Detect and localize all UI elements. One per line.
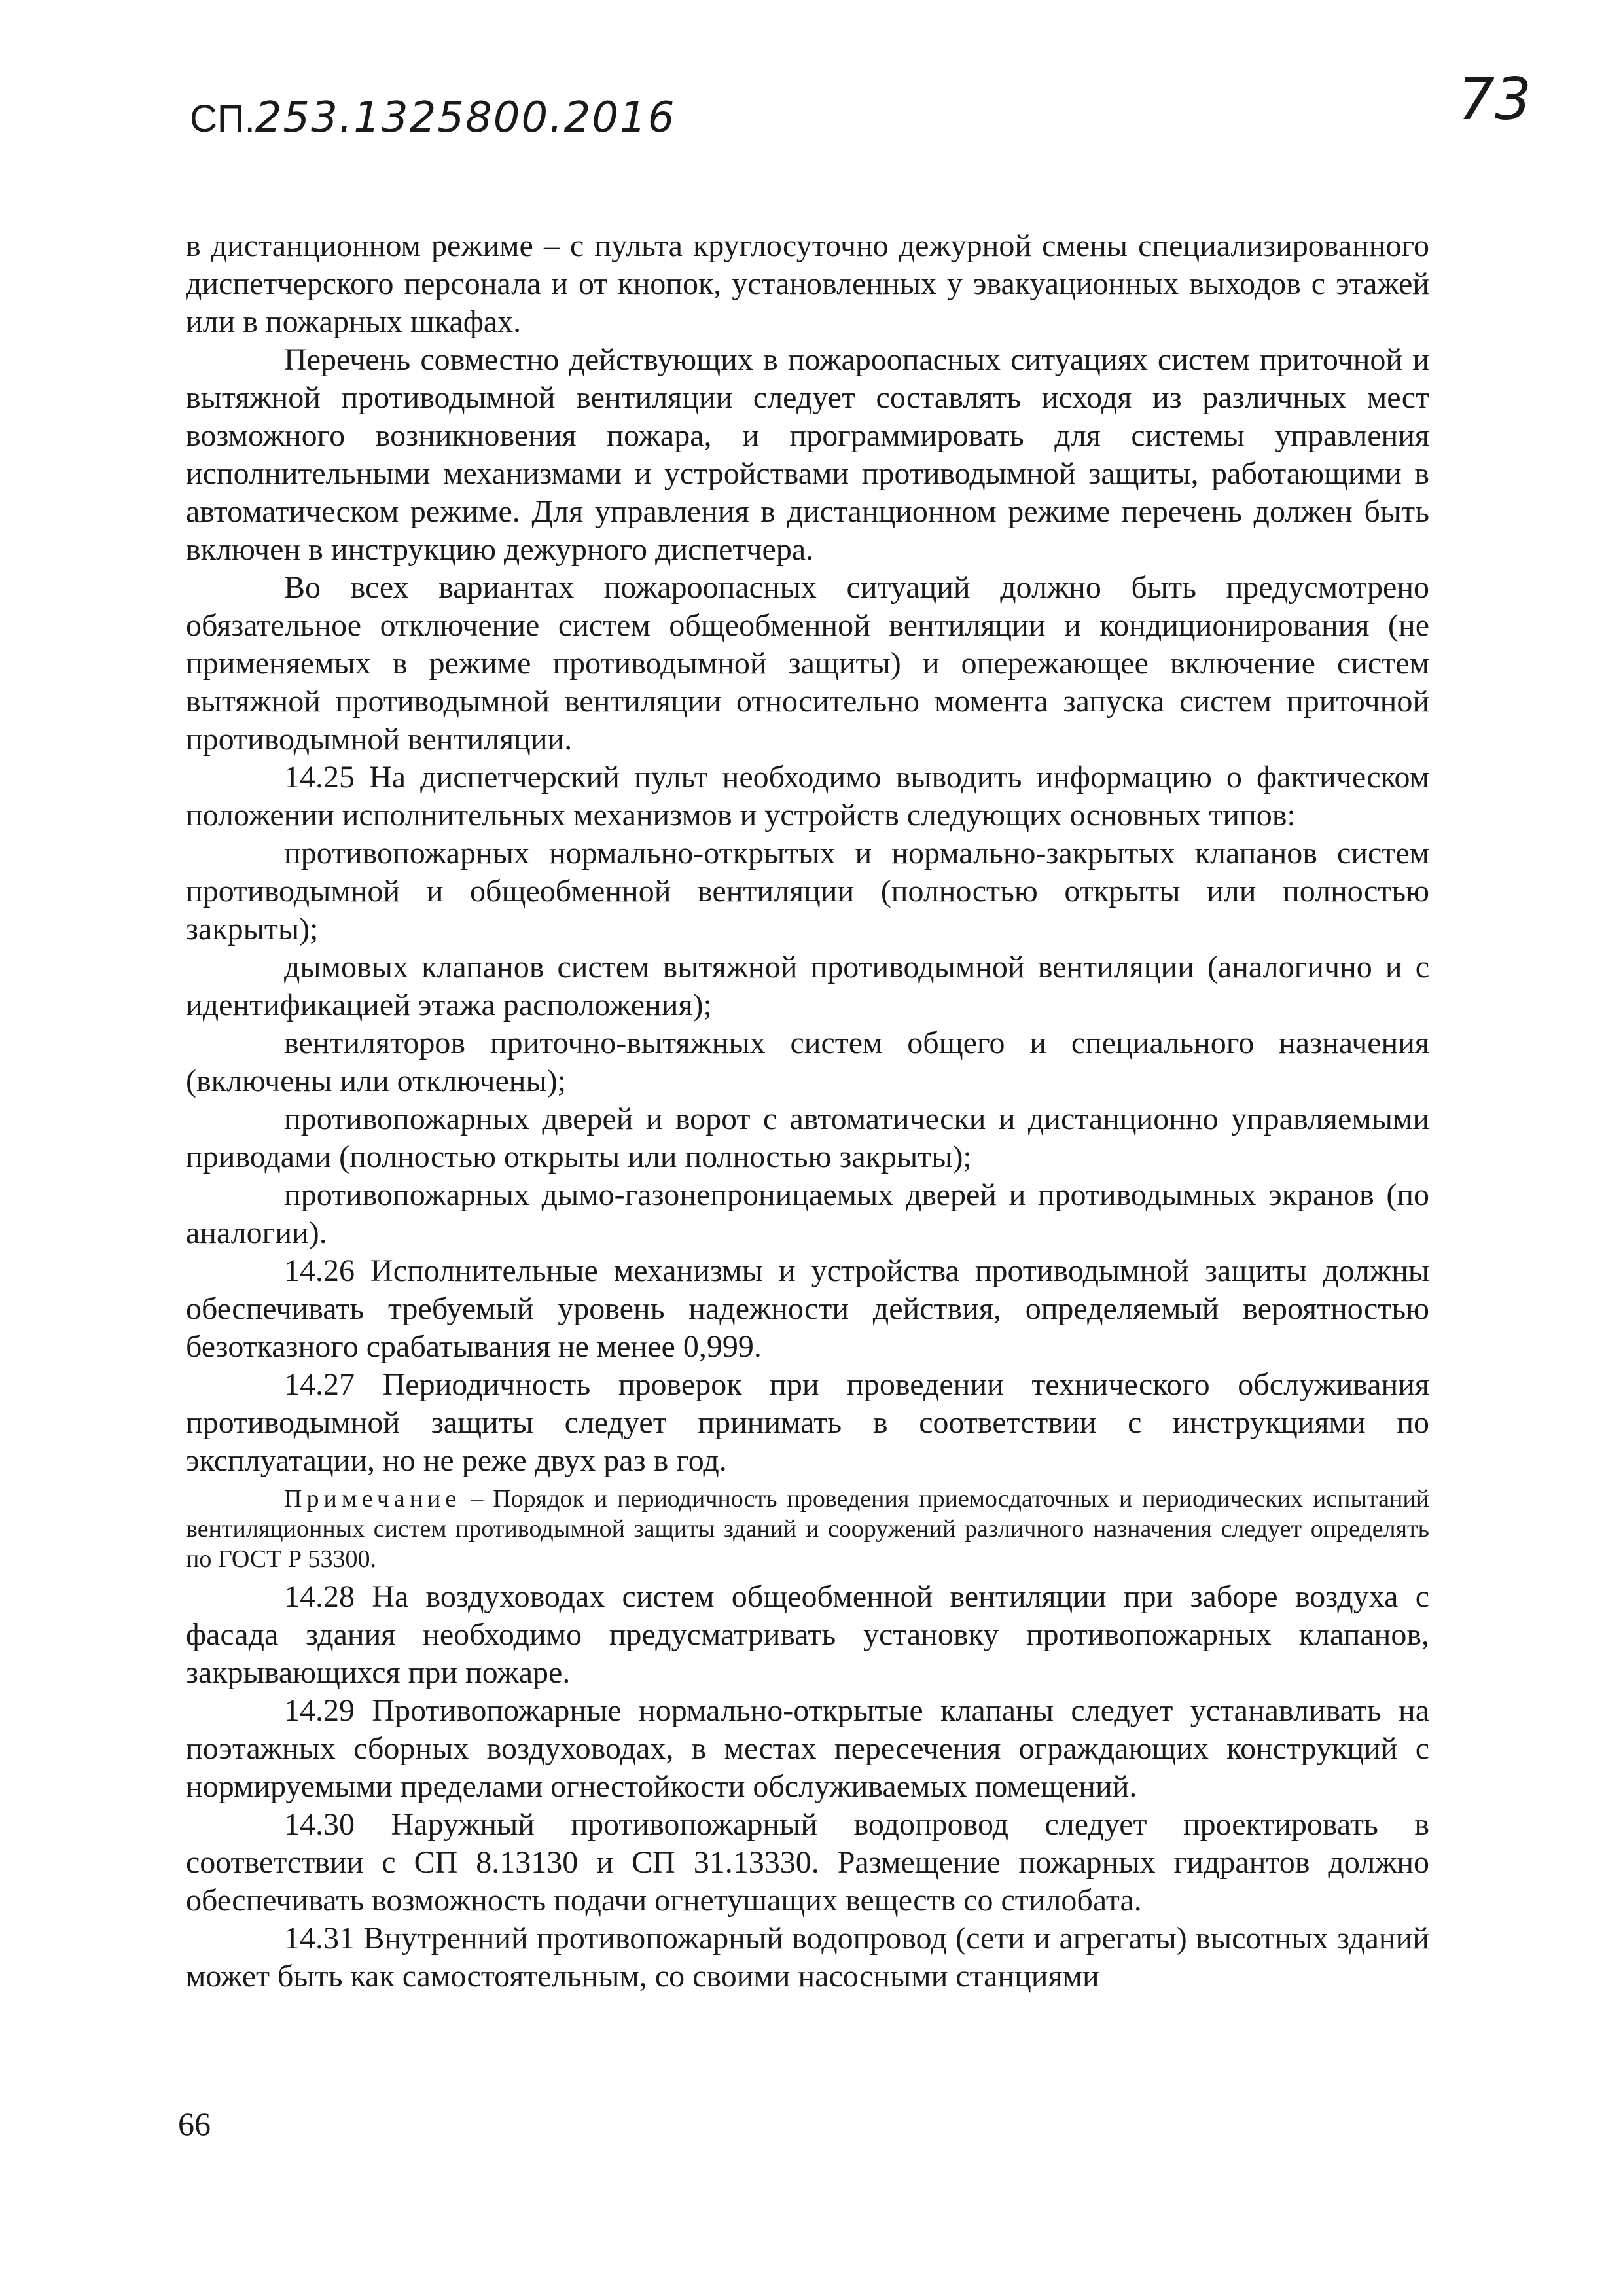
note <box>186 1484 1429 1574</box>
handwritten-document-code: 253.1325800.2016 <box>255 94 676 142</box>
list-item: дымовых клапанов систем вытяжной противодымной вентиляции (аналогично и с идентификацией этажа расположения); <box>186 950 1429 1022</box>
paragraph: Во всех вариантах пожароопасных ситуаций должно быть предусмотрено обязательное отключение систем общеобменной вентиляции и кондиционирования (не применяемых в режиме противодымной защиты) и опережающее включение систем вытяжной противодымной вентиляции относительно момента запуска систем приточной противодымной вентиляции. <box>186 570 1429 757</box>
handwritten-page-number: 73 <box>1458 65 1531 133</box>
section-14-26: 14.26 Исполнительные механизмы и устройства противодымной защиты должны обеспечивать требуемый уровень надежности действия, определяемый вероятностью безотказного срабатывания не менее 0,999. <box>186 1253 1429 1364</box>
list-item: противопожарных дверей и ворот с автоматически и дистанционно управляемыми приводами (полностью открыты или полностью закрыты); <box>186 1102 1429 1174</box>
section-14-31: 14.31 Внутренний противопожарный водопровод (сети и агрегаты) высотных зданий может быть как самостоятельным, со своими насосными станциями <box>186 1921 1429 1994</box>
section-14-29: 14.29 Противопожарные нормально-открытые клапаны следует устанавливать на поэтажных сборных воздуховодах, в местах пересечения ограждающих конструкций с нормируемыми пределами огнестойкости обслуживаемых помещений. <box>186 1693 1429 1804</box>
list-item: вентиляторов приточно-вытяжных систем общего и специального назначения (включены или отключены); <box>186 1026 1429 1098</box>
section-14-27: 14.27 Периодичность проверок при проведении технического обслуживания противодымной защиты следует принимать в соответствии с инструкциями по эксплуатации, но не реже двух раз в год. <box>186 1367 1429 1478</box>
section-14-25: 14.25 На диспетчерский пульт необходимо выводить информацию о фактическом положении исполнительных механизмов и устройств следующих основных типов: <box>186 760 1429 833</box>
section-14-28: 14.28 На воздуховодах систем общеобменной вентиляции при заборе воздуха с фасада здания необходимо предусматривать установку противопожарных клапанов, закрывающихся при пожаре. <box>186 1579 1429 1690</box>
page-number: 66 <box>178 2106 211 2142</box>
note-text: – Порядок и периодичность проведения приемосдаточных и периодических испытаний вентиляционных систем противодымной защиты зданий и сооружений различного назначения следует определять по ГОСТ Р 53300. <box>186 1485 1429 1573</box>
section-14-30: 14.30 Наружный противопожарный водопровод следует проектировать в соответствии с СП 8.13130 и СП 31.13330. Размещение пожарных гидрантов должно обеспечивать возможность подачи огнетушащих веществ со стилобата. <box>186 1807 1429 1918</box>
document-code-prefix: СП. <box>190 98 255 140</box>
document-body <box>186 227 1429 1996</box>
document-code <box>190 94 676 142</box>
list-item: противопожарных дымо-газонепроницаемых дверей и противодымных экранов (по аналогии). <box>186 1177 1429 1250</box>
note-label: Примечание <box>284 1485 461 1513</box>
paragraph: в дистанционном режиме – с пульта круглосуточно дежурной смены специализированного диспетчерского персонала и от кнопок, установленных у эвакуационных выходов с этажей или в пожарных шкафах. <box>186 228 1429 339</box>
paragraph: Перечень совместно действующих в пожароопасных ситуациях систем приточной и вытяжной противодымной вентиляции следует составлять исходя из различных мест возможного возникновения пожара, и программировать для системы управления исполнительными механизмами и устройствами противодымной защиты, работающими в автоматическом режиме. Для управления в дистанционном режиме перечень должен быть включен в инструкцию дежурного диспетчера. <box>186 342 1429 567</box>
list-item: противопожарных нормально-открытых и нормально-закрытых клапанов систем противодымной и общеобменной вентиляции (полностью открыты или полностью закрыты); <box>186 836 1429 946</box>
